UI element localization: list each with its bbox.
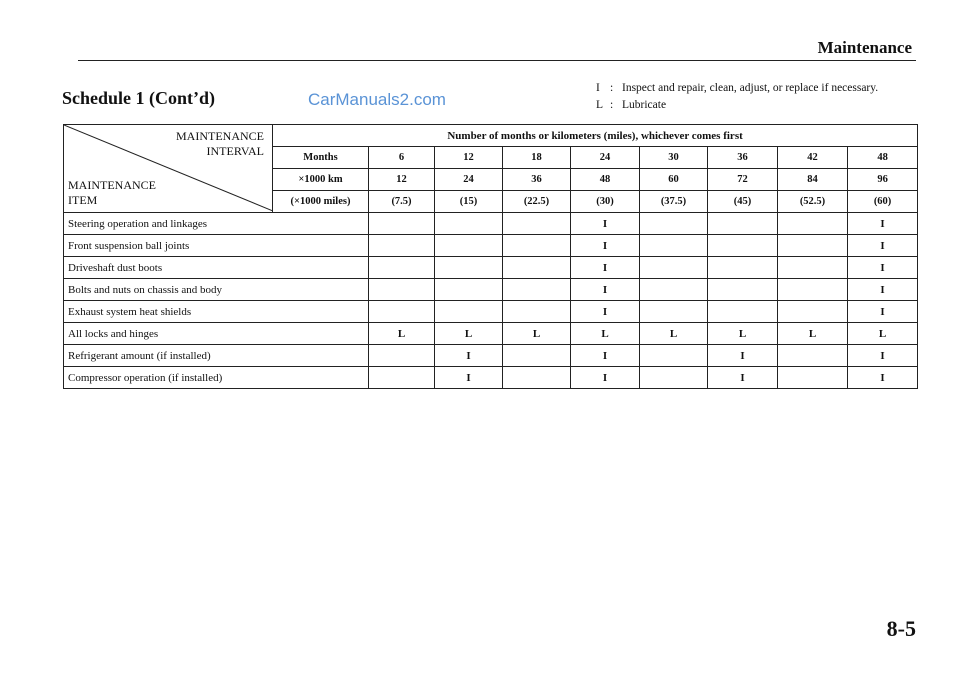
interval-value-cell: 84 xyxy=(778,169,848,191)
schedule-mark-cell xyxy=(369,301,435,323)
interval-row-label: ×1000 km xyxy=(273,169,369,191)
page-header-title: Maintenance xyxy=(817,38,912,57)
interval-value-cell: (52.5) xyxy=(778,191,848,213)
legend-row-lubricate xyxy=(596,97,878,114)
schedule-mark-cell: I xyxy=(848,257,918,279)
page-number: 8-5 xyxy=(886,616,916,641)
schedule-mark-cell xyxy=(640,301,708,323)
schedule-mark-cell: I xyxy=(848,301,918,323)
interval-value-cell: (45) xyxy=(708,191,778,213)
legend-separator: : xyxy=(610,82,614,94)
interval-row-label: (×1000 miles) xyxy=(273,191,369,213)
schedule-mark-cell xyxy=(778,279,848,301)
schedule-mark-cell: I xyxy=(848,367,918,389)
maintenance-item-name: Driveshaft dust boots xyxy=(64,257,369,279)
table-row xyxy=(64,323,918,345)
schedule-mark-cell xyxy=(435,213,503,235)
legend xyxy=(596,80,878,114)
schedule-mark-cell: L xyxy=(435,323,503,345)
schedule-mark-cell: I xyxy=(571,279,640,301)
table-row xyxy=(64,345,918,367)
schedule-mark-cell xyxy=(503,279,571,301)
schedule-mark-cell: L xyxy=(708,323,778,345)
legend-row-inspect xyxy=(596,80,878,97)
schedule-mark-cell: L xyxy=(640,323,708,345)
schedule-mark-cell xyxy=(778,213,848,235)
corner-header-cell xyxy=(64,125,273,213)
interval-value-cell: (30) xyxy=(571,191,640,213)
schedule-mark-cell xyxy=(369,213,435,235)
maintenance-item-name: Refrigerant amount (if installed) xyxy=(64,345,369,367)
header-row-span xyxy=(64,125,918,147)
interval-value-cell: 24 xyxy=(435,169,503,191)
schedule-mark-cell: L xyxy=(503,323,571,345)
schedule-mark-cell: I xyxy=(848,345,918,367)
schedule-mark-cell xyxy=(435,301,503,323)
schedule-mark-cell xyxy=(369,367,435,389)
schedule-mark-cell: I xyxy=(571,235,640,257)
maintenance-item-name: Steering operation and linkages xyxy=(64,213,369,235)
maintenance-item-name: Bolts and nuts on chassis and body xyxy=(64,279,369,301)
schedule-mark-cell xyxy=(435,279,503,301)
interval-value-cell: 60 xyxy=(640,169,708,191)
schedule-mark-cell: I xyxy=(435,367,503,389)
header-rule xyxy=(78,60,916,61)
table-row xyxy=(64,235,918,257)
schedule-mark-cell: L xyxy=(571,323,640,345)
schedule-mark-cell: I xyxy=(571,345,640,367)
interval-value-cell: 48 xyxy=(571,169,640,191)
interval-value-cell: 24 xyxy=(571,147,640,169)
interval-value-cell: (60) xyxy=(848,191,918,213)
interval-value-cell: 96 xyxy=(848,169,918,191)
legend-key: L xyxy=(596,99,604,111)
legend-text: Inspect and repair, clean, adjust, or replace if necessary. xyxy=(622,82,879,94)
watermark-link[interactable]: CarManuals2.com xyxy=(308,90,446,109)
schedule-mark-cell xyxy=(708,301,778,323)
interval-value-cell: 36 xyxy=(708,147,778,169)
schedule-mark-cell xyxy=(708,279,778,301)
interval-value-cell: (37.5) xyxy=(640,191,708,213)
table-row xyxy=(64,301,918,323)
schedule-mark-cell xyxy=(369,257,435,279)
schedule-mark-cell: I xyxy=(571,367,640,389)
interval-value-cell: (7.5) xyxy=(369,191,435,213)
schedule-mark-cell: L xyxy=(369,323,435,345)
maintenance-schedule-table xyxy=(63,124,918,389)
schedule-mark-cell: L xyxy=(848,323,918,345)
section-title: Schedule 1 (Cont’d) xyxy=(62,88,216,108)
schedule-mark-cell xyxy=(369,345,435,367)
schedule-mark-cell xyxy=(708,257,778,279)
schedule-mark-cell xyxy=(640,213,708,235)
interval-value-cell: 12 xyxy=(369,169,435,191)
interval-value-cell: (22.5) xyxy=(503,191,571,213)
schedule-mark-cell xyxy=(503,345,571,367)
schedule-mark-cell xyxy=(435,235,503,257)
schedule-mark-cell xyxy=(369,279,435,301)
schedule-mark-cell: I xyxy=(571,257,640,279)
schedule-mark-cell xyxy=(640,235,708,257)
interval-value-cell: 6 xyxy=(369,147,435,169)
interval-value-cell: 48 xyxy=(848,147,918,169)
interval-value-cell: 72 xyxy=(708,169,778,191)
schedule-mark-cell: I xyxy=(848,213,918,235)
interval-value-cell: 30 xyxy=(640,147,708,169)
legend-text: Lubricate xyxy=(622,99,667,111)
schedule-mark-cell xyxy=(503,367,571,389)
schedule-mark-cell: I xyxy=(571,301,640,323)
interval-value-cell: 18 xyxy=(503,147,571,169)
span-header-cell: Number of months or kilometers (miles), whichever comes first xyxy=(273,125,918,147)
schedule-mark-cell xyxy=(503,257,571,279)
corner-interval-label xyxy=(176,129,264,159)
corner-interval-line1: MAINTENANCE xyxy=(176,129,264,143)
interval-value-cell: 12 xyxy=(435,147,503,169)
corner-item-line2: ITEM xyxy=(68,193,98,207)
schedule-mark-cell xyxy=(369,235,435,257)
interval-value-cell: 42 xyxy=(778,147,848,169)
schedule-mark-cell xyxy=(640,279,708,301)
interval-row-label: Months xyxy=(273,147,369,169)
table-row xyxy=(64,213,918,235)
schedule-mark-cell xyxy=(640,345,708,367)
schedule-mark-cell: I xyxy=(848,235,918,257)
schedule-mark-cell: L xyxy=(778,323,848,345)
schedule-mark-cell xyxy=(778,301,848,323)
table-row xyxy=(64,279,918,301)
schedule-mark-cell xyxy=(503,213,571,235)
maintenance-item-name: Compressor operation (if installed) xyxy=(64,367,369,389)
schedule-mark-cell xyxy=(778,345,848,367)
schedule-mark-cell xyxy=(778,235,848,257)
schedule-mark-cell xyxy=(708,213,778,235)
schedule-mark-cell: I xyxy=(435,345,503,367)
maintenance-item-name: Exhaust system heat shields xyxy=(64,301,369,323)
corner-item-line1: MAINTENANCE xyxy=(68,178,156,192)
schedule-mark-cell xyxy=(640,367,708,389)
interval-value-cell: (15) xyxy=(435,191,503,213)
legend-separator: : xyxy=(610,99,614,111)
schedule-mark-cell: I xyxy=(571,213,640,235)
table-row xyxy=(64,257,918,279)
table-row xyxy=(64,367,918,389)
interval-value-cell: 36 xyxy=(503,169,571,191)
schedule-mark-cell xyxy=(778,257,848,279)
corner-interval-line2: INTERVAL xyxy=(206,144,264,158)
corner-item-label xyxy=(68,178,156,208)
schedule-mark-cell xyxy=(778,367,848,389)
maintenance-item-name: All locks and hinges xyxy=(64,323,369,345)
legend-key: I xyxy=(596,82,600,94)
maintenance-item-name: Front suspension ball joints xyxy=(64,235,369,257)
schedule-mark-cell: I xyxy=(708,345,778,367)
schedule-mark-cell xyxy=(435,257,503,279)
schedule-mark-cell xyxy=(503,301,571,323)
schedule-mark-cell xyxy=(503,235,571,257)
schedule-mark-cell xyxy=(640,257,708,279)
schedule-mark-cell: I xyxy=(848,279,918,301)
schedule-mark-cell xyxy=(708,235,778,257)
schedule-mark-cell: I xyxy=(708,367,778,389)
